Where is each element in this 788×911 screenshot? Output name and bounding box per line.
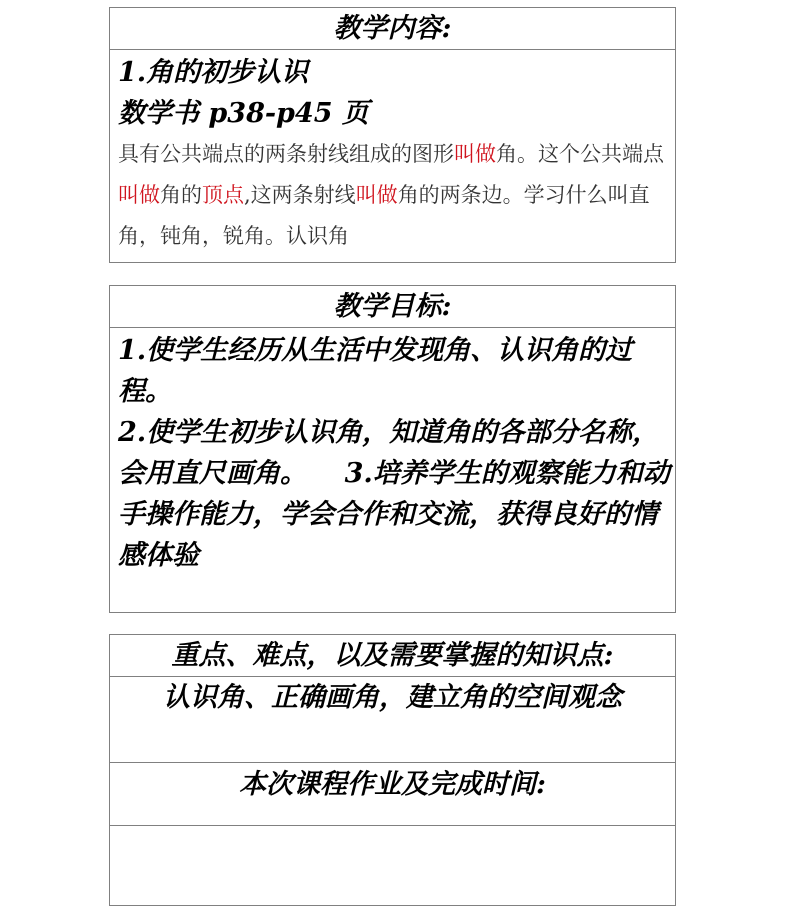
definition-paragraph <box>110 134 675 257</box>
homework-header: 本次课程作业及完成时间: <box>110 763 675 826</box>
paragraph-text: 角的两条边。学习什么叫直角，钝角，锐角。认识角 <box>118 183 650 248</box>
topic-title: 1.角的初步认识 <box>118 57 309 88</box>
page-range: 数学书 p38-p45 页 <box>118 98 369 129</box>
paragraph-text: 角的 <box>160 183 202 207</box>
goal-1: 1.使学生经历从生活中发现角、认识角的过程。 <box>118 335 633 407</box>
highlight-term: 叫做 <box>118 183 160 207</box>
homework-area[interactable] <box>110 826 675 905</box>
paragraph-text: 角。这个公共端点 <box>496 142 664 166</box>
key-header: 重点、难点，以及需要掌握的知识点: <box>110 635 675 677</box>
key-box <box>109 634 676 906</box>
content-box <box>109 7 676 263</box>
goal-2: 2.使学生初步认识角，知道角的各部分名称，会用直尺画角。 <box>118 417 660 489</box>
highlight-term: 叫做 <box>454 142 496 166</box>
goals-box <box>109 285 676 613</box>
content-header: 教学内容: <box>110 8 675 50</box>
goals-header: 教学目标: <box>110 286 675 328</box>
highlight-term: 叫做 <box>355 183 398 207</box>
goal-2-3 <box>118 412 671 576</box>
paragraph-text: 具有公共端点的两条射线组成的图形 <box>118 142 454 166</box>
key-points: 认识角、正确画角，建立角的空间观念 <box>110 677 675 763</box>
paragraph-text: ,这两条射线 <box>244 183 356 207</box>
content-body <box>110 50 675 257</box>
goals-body <box>110 328 675 576</box>
highlight-term: 顶点 <box>202 183 244 207</box>
goal-3: 3.培养学生的观察能力和动手操作能力，学会合作和交流，获得良好的情感体验 <box>118 458 670 571</box>
